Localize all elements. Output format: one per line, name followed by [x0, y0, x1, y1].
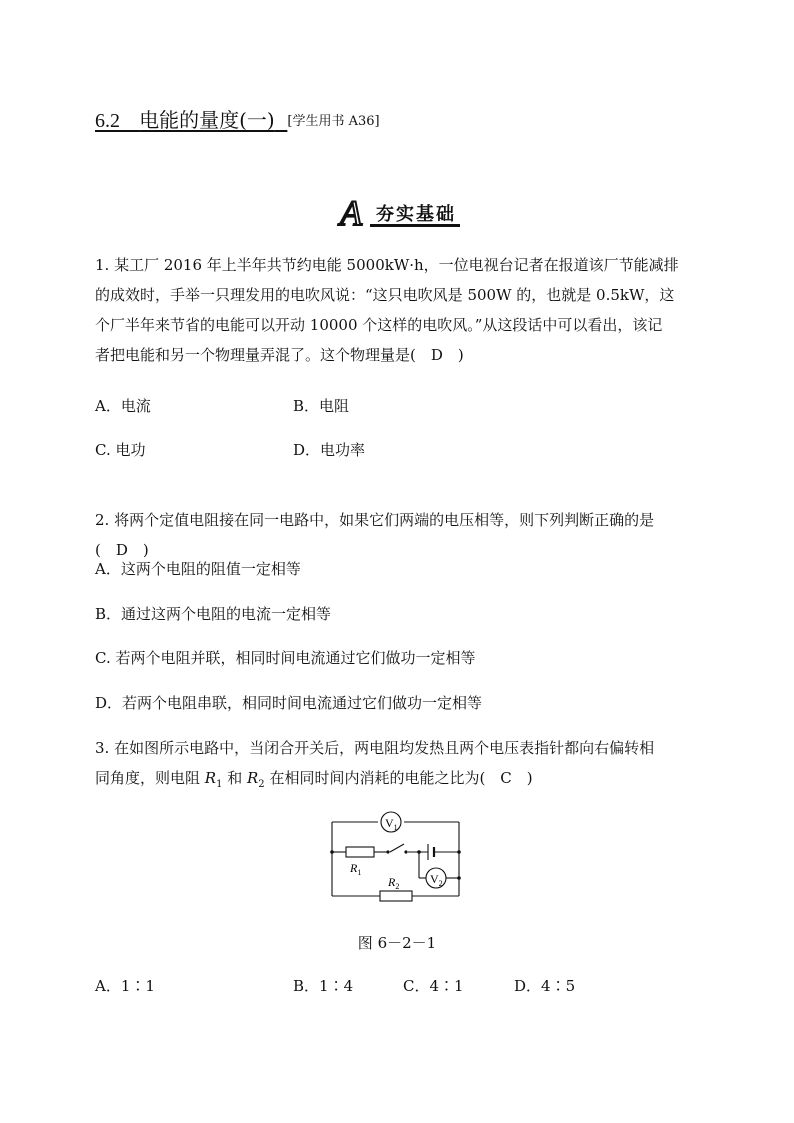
switch-blade: [390, 844, 404, 852]
page-title: [95, 104, 380, 133]
r2-symbol: R: [247, 769, 259, 787]
q2-option-a: A．这两个电阻的阻值一定相等: [95, 560, 301, 578]
book-reference: [学生用书 A36]: [287, 114, 380, 129]
q2-option-d: D．若两个电阻串联，相同时间电流通过它们做功一定相等: [95, 694, 483, 712]
r2-label: $R_2$: [388, 875, 400, 891]
circuit-diagram: [320, 806, 470, 906]
q1-option-a: A．电流: [95, 397, 151, 415]
question-3-line: 同角度，则电阻 $R_1$ 和 $R_2$ 在相同时间内消耗的电能之比为( C ): [95, 769, 533, 790]
question-1-line: 个厂半年来节省的电能可以开动 10000 个这样的电吹风。”从这段话中可以看出，该记: [95, 316, 663, 334]
figure-caption: 图 6－2－1: [357, 934, 437, 952]
v2-label: $V_2$: [430, 872, 443, 888]
question-1-line: 者把电能和另一个物理量弄混了。这个物理量是( D ): [95, 346, 464, 364]
junction-dot: [330, 850, 334, 854]
question-3-line: 3. 在如图所示电路中，当闭合开关后，两电阻均发热且两个电压表指针都向右偏转相: [95, 739, 655, 757]
q3-option-a: A．1∶1: [95, 977, 155, 995]
question-3: [95, 733, 654, 800]
badge-label: 夯实基础: [376, 204, 456, 225]
v1-label: $V_1$: [385, 816, 398, 832]
q3-option-b: B．1∶4: [293, 977, 354, 995]
q2-option-c: C. 若两个电阻并联，相同时间电流通过它们做功一定相等: [95, 649, 476, 667]
question-2: [95, 505, 654, 565]
q1-option-c: C. 电功: [95, 441, 146, 459]
junction-dot: [457, 876, 461, 880]
question-1: [95, 250, 679, 370]
question-1-line: 1. 某工厂 2016 年上半年共节约电能 5000kW·h，一位电视台记者在报道该厂节能减排: [95, 256, 679, 274]
resistor-r1: [346, 847, 374, 857]
q1-option-d: D．电功率: [293, 441, 366, 459]
question-1-line: 的成效时，手举一只理发用的电吹风说：“这只电吹风是 500W 的，也就是 0.5kW，这: [95, 286, 675, 304]
section-badge: [340, 193, 466, 233]
junction-dot: [457, 850, 461, 854]
q3-option-c: C．4∶1: [403, 977, 464, 995]
question-2-line: ( D ): [95, 541, 149, 559]
q1-option-b: B．电阻: [293, 397, 350, 415]
resistor-r2: [380, 891, 412, 901]
r1-symbol: R: [204, 769, 217, 787]
badge-letter: A: [340, 193, 362, 233]
junction-dot: [417, 850, 421, 854]
badge-underline: [370, 202, 460, 227]
switch-contact: [386, 850, 389, 853]
switch-contact: [404, 850, 407, 853]
q3-option-d: D．4∶5: [514, 977, 576, 995]
q2-option-b: B．通过这两个电阻的电流一定相等: [95, 605, 332, 623]
r1-label: $R_1$: [350, 861, 362, 877]
section-title: 电能的量度(一): [139, 108, 275, 132]
section-number: 6.2: [95, 110, 120, 132]
question-2-line: 2. 将两个定值电阻接在同一电路中，如果它们两端的电压相等，则下列判断正确的是: [95, 511, 655, 529]
